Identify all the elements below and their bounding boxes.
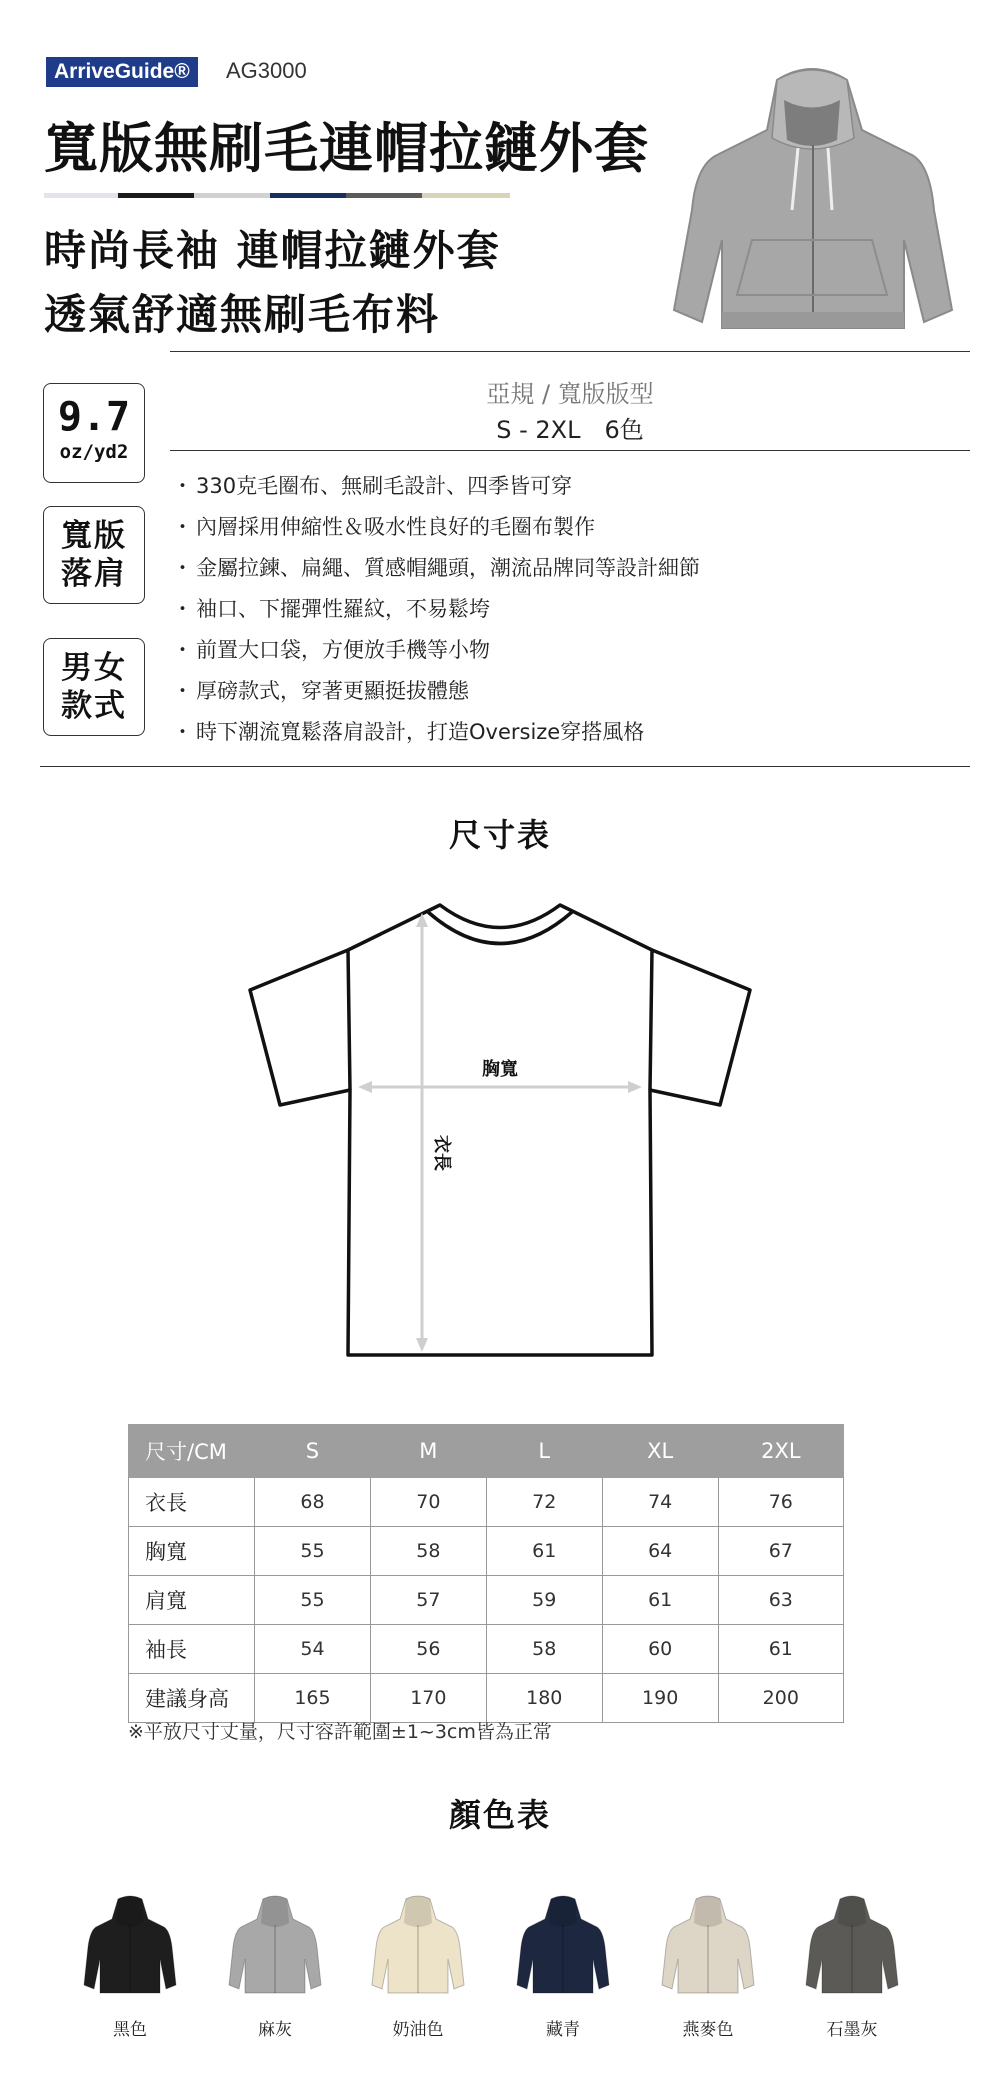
size-chart-title: 尺寸表 xyxy=(448,816,551,854)
table-cell: 170 xyxy=(370,1674,486,1723)
color-strip-segment xyxy=(422,193,510,198)
size-range-row xyxy=(170,410,970,445)
table-cell: 54 xyxy=(255,1625,371,1674)
table-cell: 61 xyxy=(718,1625,843,1674)
table-cell: 55 xyxy=(255,1576,371,1625)
feature-item: ・ 330克毛圈布、無刷毛設計、四季皆可穿 xyxy=(172,474,573,498)
color-strip-segment xyxy=(194,193,270,198)
color-chart-title: 顏色表 xyxy=(448,1796,551,1834)
feature-item: ・ 厚磅款式，穿著更顯挺拔體態 xyxy=(172,679,469,703)
feature-item: ・ 袖口、下擺彈性羅紋，不易鬆垮 xyxy=(172,597,490,621)
brand-logo: ArriveGuide® xyxy=(46,57,198,87)
product-title: 寬版無刷毛連帽拉鏈外套 xyxy=(44,117,649,180)
table-cell: 63 xyxy=(718,1576,843,1625)
table-cell: 76 xyxy=(718,1478,843,1527)
row-label: 建議身高 xyxy=(129,1674,255,1723)
diagram-chest-label: 胸寬 xyxy=(482,1059,518,1080)
table-cell: 56 xyxy=(370,1625,486,1674)
feature-item: ・ 前置大口袋，方便放手機等小物 xyxy=(172,638,490,662)
table-cell: 60 xyxy=(602,1625,718,1674)
table-row xyxy=(129,1527,844,1576)
table-cell: 58 xyxy=(486,1625,602,1674)
measurement-note: ※平放尺寸丈量，尺寸容許範圍±1~3cm皆為正常 xyxy=(128,1721,552,1743)
hero-hoodie-image xyxy=(672,60,962,340)
fit-badge-line1: 寬版 xyxy=(61,518,127,554)
table-cell: 72 xyxy=(486,1478,602,1527)
fit-badge xyxy=(43,506,145,604)
hoodie-swatch-icon xyxy=(515,1895,611,1995)
diagram-length-label: 衣長 xyxy=(431,1135,452,1171)
color-strip-segment xyxy=(118,193,194,198)
table-cell: 165 xyxy=(255,1674,371,1723)
table-cell: 190 xyxy=(602,1674,718,1723)
divider-features xyxy=(40,766,970,767)
table-cell: 55 xyxy=(255,1527,371,1576)
size-diagram xyxy=(240,895,760,1365)
table-cell: 57 xyxy=(370,1576,486,1625)
table-cell: 74 xyxy=(602,1478,718,1527)
product-subtitle-2: 透氣舒適無刷毛布料 xyxy=(44,290,441,339)
color-strip xyxy=(44,193,510,198)
divider-top xyxy=(170,351,970,352)
size-table-header xyxy=(129,1425,844,1478)
color-name: 藏青 xyxy=(546,2020,580,2040)
color-swatch xyxy=(80,1895,180,2040)
divider-specs xyxy=(170,450,970,451)
hoodie-swatch-icon xyxy=(804,1895,900,1995)
table-cell: 61 xyxy=(486,1527,602,1576)
hoodie-swatch-icon xyxy=(660,1895,756,1995)
color-name: 麻灰 xyxy=(258,2020,292,2040)
table-cell: 200 xyxy=(718,1674,843,1723)
fit-badge-line2: 落肩 xyxy=(61,556,127,592)
table-header-cell: 尺寸/CM xyxy=(129,1425,255,1478)
fit-type: 亞規 / 寬版版型 xyxy=(486,380,654,408)
color-swatch xyxy=(368,1895,468,2040)
row-label: 袖長 xyxy=(129,1625,255,1674)
table-header-cell: S xyxy=(255,1425,371,1478)
color-strip-segment xyxy=(44,193,118,198)
feature-list xyxy=(172,472,700,759)
weight-unit: oz/yd2 xyxy=(59,441,129,463)
model-code: AG3000 xyxy=(226,58,307,83)
table-cell: 68 xyxy=(255,1478,371,1527)
weight-value: 9.7 xyxy=(57,394,131,440)
row-label: 胸寬 xyxy=(129,1527,255,1576)
feature-item: ・ 時下潮流寬鬆落肩設計，打造Oversize穿搭風格 xyxy=(172,720,645,744)
table-cell: 58 xyxy=(370,1527,486,1576)
table-header-cell: L xyxy=(486,1425,602,1478)
row-label: 衣長 xyxy=(129,1478,255,1527)
table-header-cell: M xyxy=(370,1425,486,1478)
weight-badge xyxy=(43,383,145,483)
color-strip-segment xyxy=(346,193,422,198)
color-name: 石墨灰 xyxy=(826,2020,878,2040)
feature-item: ・ 金屬拉鍊、扁繩、質感帽繩頭，潮流品牌同等設計細節 xyxy=(172,556,700,580)
color-swatch xyxy=(225,1895,325,2040)
color-name: 燕麥色 xyxy=(682,2020,734,2040)
hoodie-swatch-icon xyxy=(82,1895,178,1995)
color-swatch xyxy=(513,1895,613,2040)
color-name: 黑色 xyxy=(113,2020,147,2040)
color-swatch xyxy=(658,1895,758,2040)
product-subtitle-1: 時尚長袖 連帽拉鏈外套 xyxy=(44,226,501,275)
table-cell: 67 xyxy=(718,1527,843,1576)
table-cell: 180 xyxy=(486,1674,602,1723)
table-header-cell: 2XL xyxy=(718,1425,843,1478)
table-cell: 59 xyxy=(486,1576,602,1625)
table-cell: 64 xyxy=(602,1527,718,1576)
table-cell: 61 xyxy=(602,1576,718,1625)
table-row xyxy=(129,1576,844,1625)
color-strip-segment xyxy=(270,193,346,198)
color-swatch xyxy=(802,1895,902,2040)
gender-badge-line1: 男女 xyxy=(61,650,127,686)
color-count: 6色 xyxy=(604,416,644,444)
color-name: 奶油色 xyxy=(392,2020,444,2040)
table-row xyxy=(129,1625,844,1674)
feature-item: ・ 內層採用伸縮性＆吸水性良好的毛圈布製作 xyxy=(172,515,595,539)
size-table xyxy=(128,1424,844,1723)
gender-badge xyxy=(43,638,145,736)
row-label: 肩寬 xyxy=(129,1576,255,1625)
gender-badge-line2: 款式 xyxy=(61,688,127,724)
table-row xyxy=(129,1478,844,1527)
hoodie-swatch-icon xyxy=(227,1895,323,1995)
table-cell: 70 xyxy=(370,1478,486,1527)
table-header-cell: XL xyxy=(602,1425,718,1478)
table-row xyxy=(129,1674,844,1723)
hoodie-swatch-icon xyxy=(370,1895,466,1995)
size-range: S - 2XL xyxy=(496,416,581,444)
